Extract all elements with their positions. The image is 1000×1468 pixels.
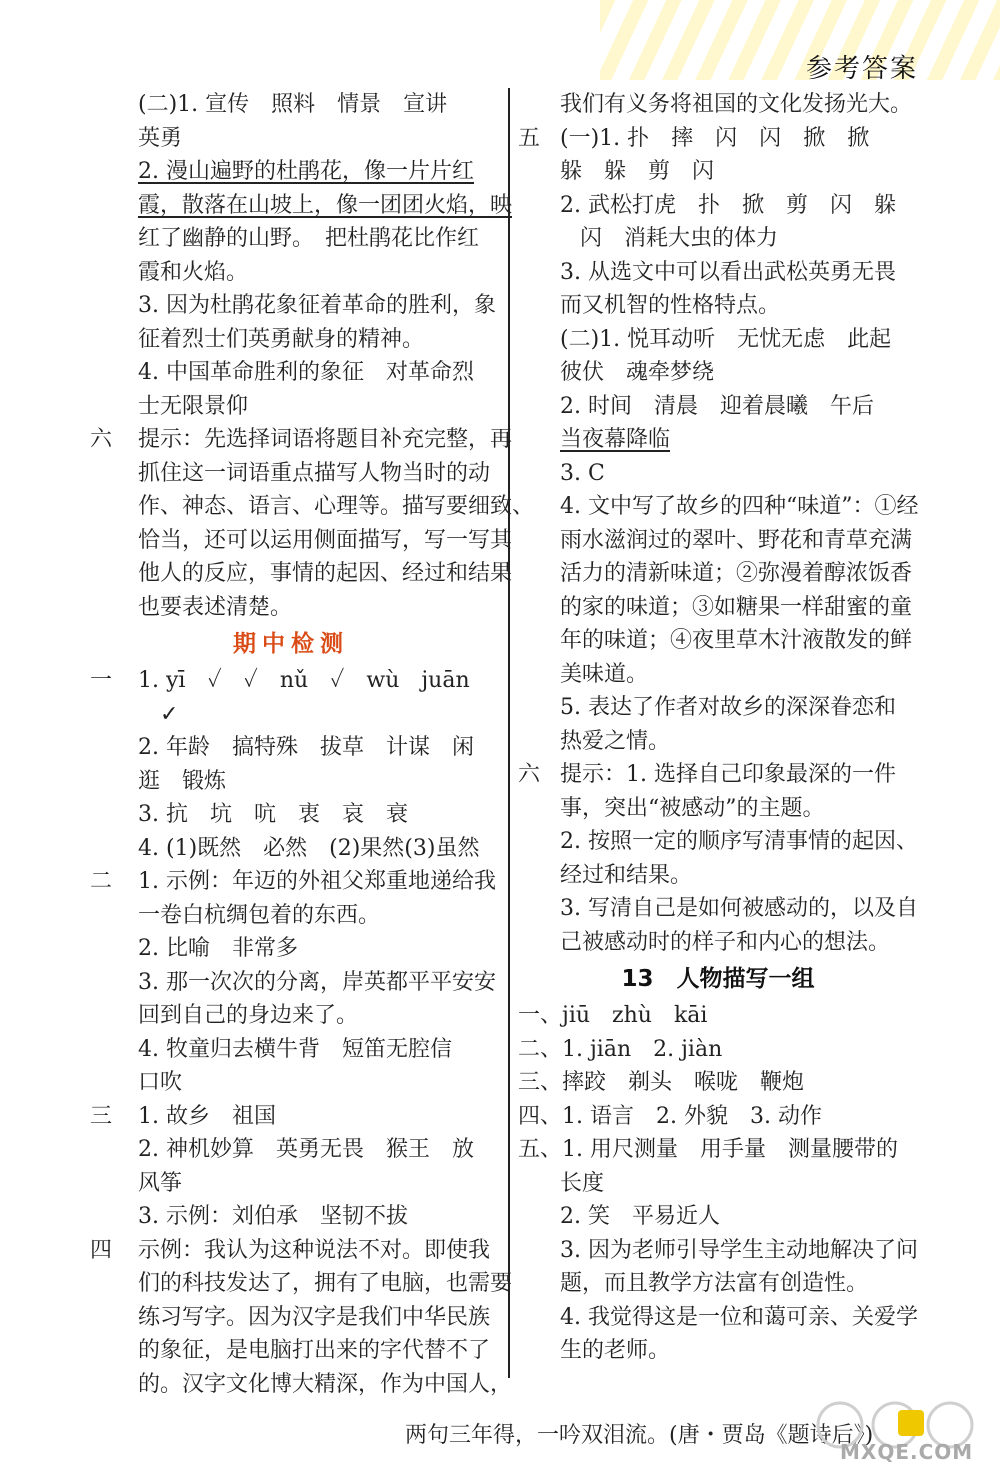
answer-text: 2. 年龄 搞特殊 拔草 计谋 闲 — [138, 735, 474, 760]
answer-text: 4. 牧童归去横牛背 短笛无腔信 — [138, 1036, 452, 1062]
answer-line — [90, 1033, 492, 1067]
answer-text: 抓住这一词语重点描写人物当时的动 — [138, 460, 491, 486]
answer-text: 3. 抗 坑 吭 衷 哀 衰 — [138, 802, 408, 827]
answer-line — [518, 792, 918, 826]
answer-text: 经过和结果。 — [560, 862, 693, 888]
answer-line — [90, 832, 492, 866]
answer-text: 2. 比喻 非常多 — [138, 936, 298, 961]
answer-line — [518, 691, 918, 725]
answer-line — [90, 1133, 492, 1167]
answer-line — [90, 423, 513, 457]
answer-line — [90, 88, 492, 122]
answer-line — [518, 658, 918, 692]
answer-line — [518, 457, 918, 491]
answer-text: 1. 故乡 祖国 — [138, 1103, 276, 1129]
answer-line — [90, 356, 492, 390]
answer-line — [518, 1100, 918, 1134]
answer-line — [518, 356, 918, 390]
answer-text: 3. 从选文中可以看出武松英勇无畏 — [560, 259, 896, 285]
column-divider — [508, 88, 510, 1378]
answer-line — [90, 557, 513, 591]
answer-text: 红了幽静的山野。 把杜鹃花比作红 — [138, 226, 480, 251]
answer-line — [90, 966, 496, 1000]
answer-line — [90, 457, 492, 491]
answer-line — [90, 865, 496, 899]
answer-text: (二)1. 宣传 照料 情景 宣讲 — [138, 92, 448, 117]
answer-line — [518, 926, 918, 960]
answer-text: 而又机智的性格特点。 — [560, 293, 781, 318]
answer-text: 五、1. 用尺测量 用手量 测量腰带的 — [518, 1137, 898, 1162]
answer-line — [518, 323, 918, 357]
answer-text: 事，突出“被感动”的主题。 — [560, 795, 825, 821]
answer-line — [518, 256, 918, 290]
question-number: 五 — [518, 125, 541, 151]
answer-text: ✓ — [160, 701, 179, 727]
answer-line — [90, 1066, 492, 1100]
answer-line — [518, 1234, 918, 1268]
answer-line — [518, 591, 918, 625]
answer-line — [518, 999, 918, 1033]
answer-line — [90, 222, 492, 256]
answer-line — [518, 1200, 918, 1234]
answer-line — [90, 122, 492, 156]
answer-text: 2. 按照一定的顺序写清事情的起因、 — [560, 829, 918, 854]
footer-quote: 两句三年得，一吟双泪流。(唐・贾岛《题诗后》) — [405, 1423, 874, 1448]
answer-text: 躲 躲 剪 闪 — [560, 159, 715, 184]
answer-line — [518, 155, 918, 189]
answer-text: 3. 因为老师引导学生主动地解决了问 — [560, 1237, 918, 1263]
answer-text: 他人的反应，事情的起因、经过和结果 — [138, 561, 513, 586]
answer-line — [518, 222, 918, 256]
answer-text: 美味道。 — [560, 661, 649, 687]
answer-text: 3. C — [560, 460, 605, 486]
answer-text: 1. 示例：年迈的外祖父郑重地递给我 — [138, 869, 496, 894]
answer-text: 二、1. jiān 2. jiàn — [518, 1036, 723, 1062]
answer-line — [90, 932, 492, 966]
answer-text: 5. 表达了作者对故乡的深深眷恋和 — [560, 695, 896, 720]
answer-text: 3. 因为杜鹃花象征着革命的胜利，象 — [138, 293, 496, 318]
answer-line — [518, 1033, 918, 1067]
answer-line — [90, 798, 492, 832]
answer-text: (一)1. 扑 摔 闪 闪 掀 掀 — [560, 125, 870, 151]
answer-line — [518, 1267, 918, 1301]
answer-line — [90, 1200, 492, 1234]
answer-line — [90, 490, 535, 524]
answer-line — [90, 289, 496, 323]
answer-line — [90, 999, 492, 1033]
answer-line — [90, 731, 492, 765]
left-column — [90, 88, 535, 1401]
answer-text: 彼伏 魂牵梦绕 — [560, 360, 715, 385]
answer-line — [90, 155, 492, 189]
answer-text: 长度 — [560, 1170, 605, 1196]
answer-line — [90, 899, 492, 933]
answer-text: 题，而且教学方法富有创造性。 — [560, 1271, 869, 1296]
answer-text: 3. 那一次次的分离，岸英都平平安安 — [138, 969, 496, 995]
answer-text: 闪 消耗大虫的体力 — [580, 226, 779, 251]
answer-line — [518, 1167, 918, 1201]
answer-line — [518, 88, 918, 122]
answer-text: 风筝 — [138, 1170, 183, 1196]
answer-text: 口吹 — [138, 1070, 183, 1095]
answer-line — [90, 1334, 492, 1368]
answer-line — [90, 698, 492, 732]
answer-line — [518, 624, 918, 658]
answer-text: 雨水滋润过的翠叶、野花和青草充满 — [560, 527, 913, 553]
header-decoration — [600, 0, 1000, 80]
answer-text: 英勇 — [138, 125, 183, 151]
answer-text: 2. 武松打虎 扑 掀 剪 闪 躲 — [560, 192, 896, 218]
answer-line — [518, 423, 918, 457]
answer-text: 提示：1. 选择自己印象最深的一件 — [560, 762, 896, 787]
answer-line — [90, 765, 492, 799]
answer-line — [518, 892, 918, 926]
answer-line — [518, 122, 918, 156]
answer-line — [518, 490, 918, 524]
answer-text: 一、jiū zhù kāi — [518, 1003, 708, 1028]
answer-line — [90, 1167, 492, 1201]
answer-text: 也要表述清楚。 — [138, 594, 293, 620]
answer-text: 士无限景仰 — [138, 393, 249, 419]
answer-text: 生的老师。 — [560, 1338, 671, 1363]
question-number: 六 — [90, 427, 113, 452]
answer-text: 当夜幕降临 — [560, 427, 671, 452]
question-number: 六 — [518, 762, 541, 787]
answer-text: 霞，散落在山坡上，像一团团火焰，映 — [138, 192, 513, 218]
answer-text: 征着烈士们英勇献身的精神。 — [138, 326, 425, 352]
answer-line — [518, 859, 918, 893]
answer-text: 4. 文中写了故乡的四种“味道”：①经 — [560, 494, 919, 519]
answer-text: 2. 神机妙算 英勇无畏 猴王 放 — [138, 1137, 474, 1162]
answer-text: 2. 漫山遍野的杜鹃花，像一片片红 — [138, 159, 474, 184]
answer-text: 年的味道；④夜里草木汁液散发的鲜 — [560, 628, 913, 653]
answer-text: 霞和火焰。 — [138, 259, 249, 285]
answer-text: 热爱之情。 — [560, 728, 671, 754]
answer-line — [518, 758, 918, 792]
answer-text: 作、神态、语言、心理等。描写要细致、 — [138, 494, 535, 519]
answer-text: 示例：我认为这种说法不对。即使我 — [138, 1237, 491, 1263]
answer-line — [90, 664, 492, 698]
answer-text: 4. (1)既然 必然 (2)果然(3)虽然 — [138, 835, 480, 861]
answer-text: 己被感动时的样子和内心的想法。 — [560, 929, 891, 955]
answer-line — [518, 825, 918, 859]
page-number-badge — [898, 1410, 924, 1436]
answer-line — [518, 189, 918, 223]
answer-text: 3. 写清自己是如何被感动的，以及自 — [560, 896, 918, 921]
answer-line — [90, 1368, 513, 1402]
question-number: 四 — [90, 1237, 113, 1263]
question-number: 三 — [90, 1103, 113, 1129]
answer-line — [90, 524, 513, 558]
answer-line — [90, 1267, 513, 1301]
answer-line — [518, 1133, 918, 1167]
answer-line — [518, 524, 918, 558]
answer-text: 1. yī ✓ ✓ nǔ ✓ wù juān — [138, 668, 470, 693]
answer-line — [90, 591, 492, 625]
answer-text: 一卷白杭绸包着的东西。 — [138, 902, 381, 928]
answer-line — [90, 323, 492, 357]
answer-text: 提示：先选择词语将题目补充完整，再 — [138, 427, 513, 452]
answer-text: 我们有义务将祖国的文化发扬光大。 — [560, 92, 913, 117]
section-title: 期中检测 — [233, 631, 349, 657]
section-title: 13 人物描写一组 — [621, 966, 815, 992]
answer-line — [518, 725, 918, 759]
answer-text: 回到自己的身边来了。 — [138, 1003, 359, 1028]
answer-text: 活力的清新味道；②弥漫着醇浓饭香 — [560, 561, 913, 586]
answer-text: 逛 锻炼 — [138, 768, 227, 794]
answer-text: (二)1. 悦耳动听 无忧无虑 此起 — [560, 326, 892, 352]
answer-line — [90, 390, 492, 424]
answer-text: 2. 笑 平易近人 — [560, 1204, 720, 1229]
answer-line — [90, 1301, 492, 1335]
answer-line — [90, 1100, 492, 1134]
answer-text: 2. 时间 清晨 迎着晨曦 午后 — [560, 393, 874, 419]
answer-text: 4. 中国革命胜利的象征 对革命烈 — [138, 360, 474, 385]
answer-text: 3. 示例：刘伯承 坚韧不拔 — [138, 1204, 408, 1229]
answer-text: 的。汉字文化博大精深，作为中国人， — [138, 1371, 513, 1397]
answer-text: 恰当，还可以运用侧面描写，写一写其 — [138, 527, 513, 553]
answer-text: 们的科技发达了，拥有了电脑，也需要 — [138, 1271, 513, 1296]
question-number: 二 — [90, 869, 113, 894]
right-column — [518, 88, 918, 1368]
answer-line — [518, 1334, 918, 1368]
answer-text: 三、摔跤 剃头 喉咙 鞭炮 — [518, 1070, 805, 1095]
answer-line — [90, 1234, 492, 1268]
answer-line — [518, 289, 918, 323]
answer-text: 四、1. 语言 2. 外貌 3. 动作 — [518, 1103, 822, 1129]
answer-line — [518, 557, 918, 591]
answer-text: 练习写字。因为汉字是我们中华民族 — [138, 1304, 491, 1330]
question-number: 一 — [90, 668, 113, 693]
answer-line — [518, 1066, 918, 1100]
answer-line — [90, 256, 492, 290]
page-header: 参考答案 — [805, 54, 918, 84]
answer-line — [518, 390, 918, 424]
answer-text: 的象征，是电脑打出来的字代替不了 — [138, 1338, 491, 1363]
answer-line — [90, 189, 513, 223]
watermark-text: MXQE.COM — [840, 1440, 974, 1464]
answer-line — [518, 1301, 918, 1335]
answer-text: 的家的味道；③如糖果一样甜蜜的童 — [560, 594, 913, 620]
answer-text: 4. 我觉得这是一位和蔼可亲、关爱学 — [560, 1304, 918, 1330]
